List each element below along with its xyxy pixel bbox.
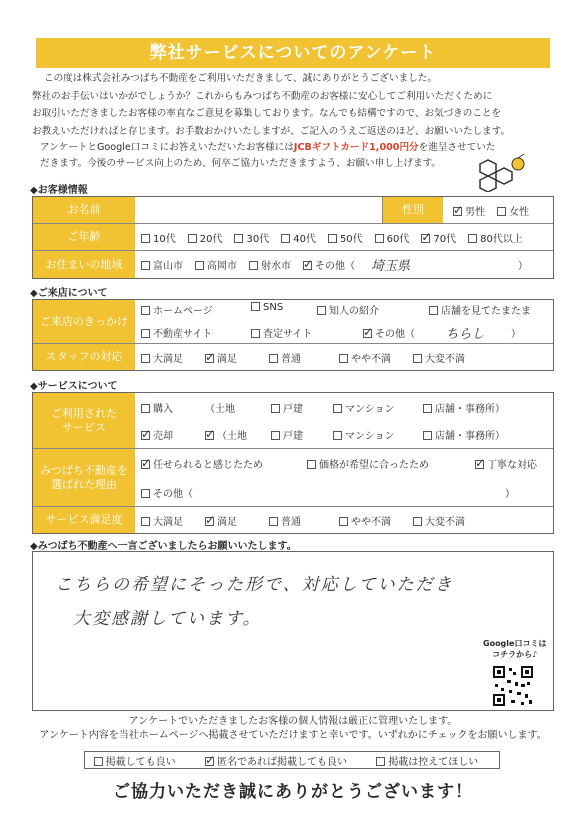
buy-type-option[interactable]: マンション — [333, 400, 411, 415]
page-title: 弊社サービスについてのアンケート — [36, 38, 550, 68]
reason-option[interactable]: ✓任せられると感じたため — [141, 456, 295, 471]
intro-line: この度は株式会社みつばち不動産をご利用いただきまして、誠にありがとうございました。 — [44, 73, 437, 84]
gender-options — [443, 197, 553, 223]
checkbox-icon[interactable] — [303, 261, 312, 270]
note-prefix: アンケートとGoogle口コミにお答えいただいたお客様には — [40, 142, 294, 153]
checkbox-icon[interactable] — [423, 404, 432, 413]
trigger-option[interactable]: SNS — [251, 302, 305, 317]
trigger-option[interactable]: 不動産サイト — [141, 325, 239, 340]
checkbox-icon[interactable] — [333, 404, 342, 413]
trigger-option[interactable]: 店舗を見てたまたま — [429, 302, 531, 317]
section-visit-heading: ◆ご来店について — [30, 288, 108, 299]
checkbox-icon[interactable] — [423, 431, 432, 440]
section-customer-heading: ◆お客様情報 — [30, 185, 88, 196]
checkbox-icon[interactable] — [468, 234, 477, 243]
note-suffix: を進呈させていた — [418, 142, 496, 153]
used-row — [33, 393, 553, 449]
age-option[interactable]: ✓ 70代 — [421, 230, 456, 245]
staff-option[interactable]: 大変不満 — [413, 350, 465, 365]
checkbox-icon[interactable] — [497, 207, 506, 216]
checkbox-icon[interactable] — [269, 354, 278, 363]
reason-options — [135, 449, 553, 506]
section-comment-heading: ◆みつばち不動産へ一言ございましたらお願いいたします。 — [30, 541, 297, 552]
trigger-other-value[interactable]: ちらし — [445, 326, 485, 342]
checkbox-icon[interactable] — [205, 431, 214, 440]
checkbox-icon[interactable] — [339, 517, 348, 526]
comment-line-1: こちらの希望にそった形で、対応していただき — [55, 575, 454, 595]
buy-type-option: （土地 — [205, 403, 235, 415]
satisfaction-option[interactable]: 普通 — [269, 513, 327, 528]
satisfaction-option[interactable]: ✓ 満足 — [205, 513, 257, 528]
area-options — [135, 251, 553, 278]
publish-option[interactable]: ✓ 匿名であれば掲載しても良い — [205, 753, 347, 768]
checkbox-icon[interactable] — [269, 517, 278, 526]
bee-logo-icon — [470, 152, 540, 192]
intro-line: お取引いただきましたお客様の率直なご意見を募集しております。なんでも結構ですので、お気づきのことを — [32, 108, 502, 120]
intro-line: お教えいただければと存じます。お手数おかけいたしますが、ご記入のうえご返送のほど、お願いいたします。 — [32, 125, 511, 137]
trigger-options — [135, 300, 553, 343]
checkbox-icon[interactable] — [195, 261, 204, 270]
area-option[interactable]: 富山市 — [141, 257, 183, 272]
checkbox-icon[interactable] — [188, 234, 197, 243]
trigger-option[interactable]: ホームページ — [141, 302, 239, 317]
sell-type-option[interactable]: ✓ （土地 — [205, 427, 259, 442]
satisfaction-option[interactable]: 大満足 — [141, 513, 193, 528]
checkbox-icon[interactable] — [141, 517, 150, 526]
area-row — [33, 251, 553, 278]
age-options — [135, 224, 553, 250]
sell-type-option[interactable]: マンション — [333, 427, 411, 442]
age-option[interactable]: 80代以上 — [468, 230, 523, 245]
area-option[interactable]: 高岡市 — [195, 257, 237, 272]
checkbox-icon[interactable] — [234, 234, 243, 243]
checkbox-icon[interactable] — [421, 234, 430, 243]
checkbox-icon[interactable] — [317, 306, 326, 315]
buy-option[interactable]: 購入 — [141, 400, 193, 415]
satisfaction-option[interactable]: やや不満 — [339, 513, 401, 528]
reason-option[interactable]: 価格が希望に合ったため — [307, 456, 463, 471]
name-label: お名前 — [33, 197, 135, 223]
checkbox-icon[interactable] — [271, 431, 280, 440]
reason-label: みつばち不動産を 選ばれた理由 — [33, 449, 135, 506]
area-label: お住まいの地域 — [33, 251, 135, 278]
checkbox-icon[interactable] — [141, 460, 150, 469]
staff-row — [33, 344, 553, 370]
sell-option[interactable]: ✓売却 — [141, 427, 193, 442]
satisfaction-option[interactable]: 大変不満 — [413, 513, 465, 528]
checkbox-icon[interactable] — [413, 517, 422, 526]
comment-line-2: 大変感謝しています。 — [73, 609, 262, 629]
name-row — [33, 197, 553, 224]
buy-type-option[interactable]: 店舗・事務所） — [423, 400, 505, 415]
comment-box[interactable] — [32, 551, 554, 711]
gender-label: 性別 — [383, 197, 443, 223]
checkbox-icon[interactable] — [307, 460, 316, 469]
checkbox-icon[interactable] — [453, 207, 462, 216]
area-option[interactable]: ✓ その他（ — [303, 257, 355, 272]
customer-info-table — [32, 196, 554, 279]
checkbox-icon[interactable] — [94, 757, 103, 766]
checkbox-icon[interactable] — [141, 489, 150, 498]
name-field[interactable] — [135, 197, 383, 223]
staff-option[interactable]: 普通 — [269, 350, 327, 365]
staff-label: スタッフの対応 — [33, 344, 135, 370]
checkbox-icon[interactable] — [141, 261, 150, 270]
used-options — [135, 393, 553, 448]
sell-type-option[interactable]: 店舗・事務所） — [423, 427, 505, 442]
checkbox-icon[interactable] — [251, 329, 260, 338]
checkbox-icon[interactable] — [141, 354, 150, 363]
trigger-option[interactable]: 査定サイト — [251, 325, 351, 340]
area-close: ） — [518, 261, 529, 272]
area-other-value[interactable]: 埼玉県 — [371, 259, 411, 274]
checkbox-icon[interactable] — [429, 306, 438, 315]
note-line2: だきます。今後のサービス向上のため、何卒ご協力いただきますよう、お願い申し上げます。 — [40, 157, 442, 169]
age-option[interactable]: 50代 — [328, 230, 363, 245]
checkbox-icon[interactable] — [205, 517, 214, 526]
trigger-row — [33, 300, 553, 344]
checkbox-icon[interactable] — [339, 354, 348, 363]
reason-other-option[interactable]: その他（ — [141, 485, 193, 500]
note-highlight: JCBギフトカード1,000円分 — [293, 142, 419, 153]
reason-close: ） — [505, 488, 515, 500]
thanks-message: ご協力いただき誠にありがとうございます！ — [113, 782, 473, 802]
satisfaction-options — [135, 507, 553, 533]
gender-option[interactable]: 女性 — [497, 203, 529, 218]
age-row — [33, 224, 553, 251]
checkbox-icon[interactable] — [141, 431, 150, 440]
checkbox-icon[interactable] — [251, 302, 260, 311]
reason-row — [33, 449, 553, 507]
qr-code-icon[interactable] — [491, 664, 535, 708]
checkbox-icon[interactable] — [249, 261, 258, 270]
age-option[interactable]: 40代 — [281, 230, 316, 245]
visit-table — [32, 299, 554, 371]
gender-option[interactable]: ✓ 男性 — [453, 203, 485, 218]
checkbox-icon[interactable] — [475, 460, 484, 469]
checkbox-icon[interactable] — [413, 354, 422, 363]
age-option[interactable]: 30代 — [234, 230, 269, 245]
gift-note — [40, 140, 500, 171]
checkbox-icon[interactable] — [141, 404, 150, 413]
service-table — [32, 392, 554, 534]
checkbox-icon[interactable] — [141, 306, 150, 315]
publish-option[interactable]: 掲載しても良い — [94, 753, 176, 768]
sell-type-option[interactable]: 戸建 — [271, 427, 321, 442]
age-label: ご年齢 — [33, 224, 135, 250]
section-service-heading: ◆サービスについて — [30, 381, 118, 392]
intro-line: 弊社のお手伝いはいかがでしょうか？これからもみつばち不動産のお客様に安心してご利用いただくために — [32, 90, 493, 102]
staff-option[interactable]: 大満足 — [141, 350, 193, 365]
checkbox-icon[interactable] — [328, 234, 337, 243]
age-option[interactable]: 20代 — [188, 230, 223, 245]
checkbox-icon[interactable] — [376, 757, 385, 766]
staff-option[interactable]: やや不満 — [339, 350, 401, 365]
satisfaction-label: サービス満足度 — [33, 507, 135, 533]
qr-caption: Google口コミは コチラから♪ — [483, 639, 547, 659]
trigger-close: ） — [511, 328, 521, 340]
reason-option[interactable]: ✓ 丁寧な対応 — [475, 456, 537, 471]
age-option[interactable]: 10代 — [141, 230, 176, 245]
checkbox-icon[interactable] — [375, 234, 384, 243]
publish-options — [84, 751, 500, 769]
checkbox-icon[interactable] — [281, 234, 290, 243]
intro-text — [32, 70, 552, 140]
checkbox-icon[interactable] — [333, 431, 342, 440]
satisfaction-row — [33, 507, 553, 533]
staff-option[interactable]: ✓ 満足 — [205, 350, 257, 365]
staff-options — [135, 344, 553, 370]
checkbox-icon[interactable] — [205, 757, 214, 766]
checkbox-icon[interactable] — [363, 329, 372, 338]
area-option[interactable]: 射水市 — [249, 257, 291, 272]
publish-option[interactable]: 掲載は控えてほしい — [376, 753, 478, 768]
trigger-label: ご来店のきっかけ — [33, 300, 135, 343]
trigger-option[interactable]: 知人の紹介 — [317, 302, 417, 317]
trigger-option[interactable]: ✓ その他（ — [363, 325, 415, 340]
buy-type-option[interactable]: 戸建 — [271, 400, 321, 415]
privacy-notice: アンケートでいただきましたお客様の個人情報は厳正に管理いたします。 アンケート内容を当社ホームページへ掲載させていただけますと幸いです。いずれかにチェックをお願いします。 — [39, 716, 547, 741]
checkbox-icon[interactable] — [205, 354, 214, 363]
checkbox-icon[interactable] — [141, 234, 150, 243]
checkbox-icon[interactable] — [141, 329, 150, 338]
age-option[interactable]: 60代 — [375, 230, 410, 245]
used-label: ご利用された サービス — [33, 393, 135, 448]
checkbox-icon[interactable] — [271, 404, 280, 413]
